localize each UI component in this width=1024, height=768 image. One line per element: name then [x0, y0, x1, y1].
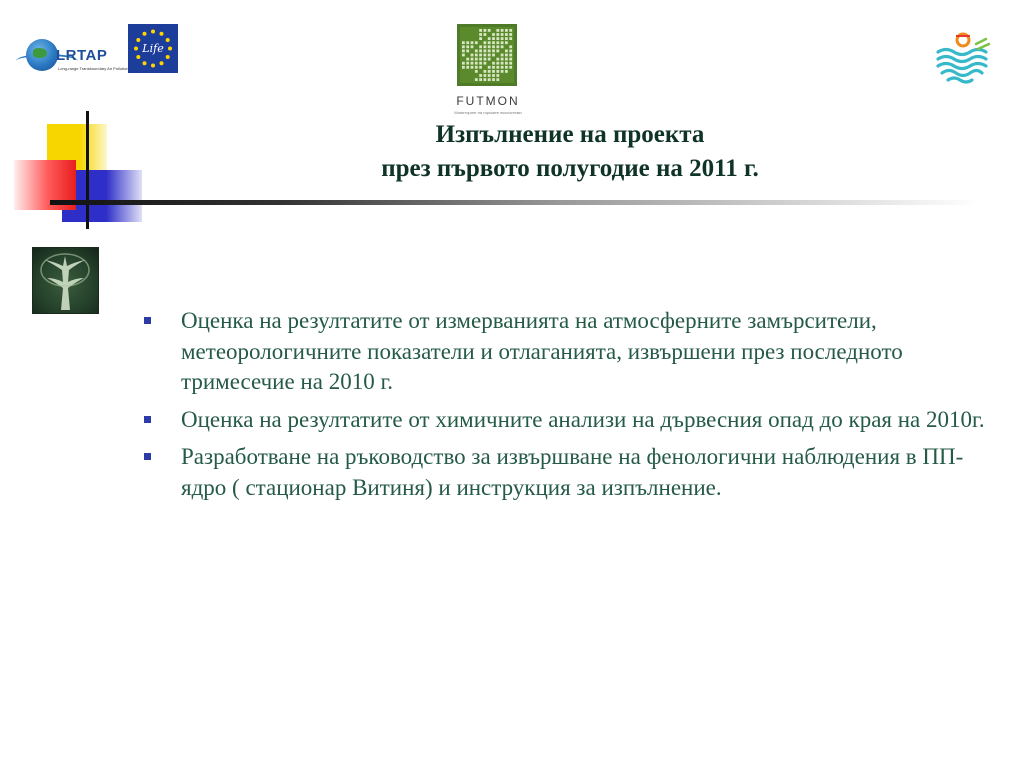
list-item	[144, 442, 1014, 503]
futmon-subtitle: Мониторинг на горските екосистеми	[454, 110, 522, 115]
globe-icon	[26, 39, 58, 71]
lrtap-logo-icon	[16, 36, 129, 76]
sun-waves-logo-icon	[934, 30, 992, 88]
bullet-square-icon	[144, 416, 151, 423]
lrtap-tagline: Long-range Transboundary Air Pollution	[58, 66, 129, 71]
bullet-text: Оценка на резултатите от химичните анализи на дървесния опад до края на 2010г.	[181, 406, 985, 432]
europe-map-icon	[457, 24, 517, 86]
lrtap-wordmark: LRTAP	[56, 47, 108, 64]
eu-life-logo-icon	[128, 24, 178, 73]
bullet-square-icon	[144, 453, 151, 460]
bullet-list	[144, 306, 1014, 510]
bullet-text: Оценка на резултатите от измерванията на атмосферните замърсители, метеорологичните показатели и отлаганията, извършени през последното тримесечие на 2010 г.	[181, 308, 903, 394]
list-item	[144, 405, 1014, 436]
futmon-logo-icon	[446, 24, 530, 118]
bullet-square-icon	[144, 317, 151, 324]
futmon-wordmark: FUTMON	[456, 94, 520, 108]
decorative-vertical-line	[86, 111, 89, 229]
tree-picture-icon	[32, 247, 99, 314]
slide-title	[200, 118, 940, 186]
slide-title-line-2: през първото полугодие на 2011 г.	[381, 155, 759, 182]
eu-stars-icon	[128, 24, 178, 73]
life-wordmark: Life	[142, 42, 164, 55]
slide-title-line-1: Изпълнение на проекта	[435, 121, 705, 148]
title-divider-line	[50, 200, 980, 205]
list-item	[144, 306, 1014, 398]
bullet-text: Разработване на ръководство за извършване на фенологични наблюдения в ПП- ядро ( стационар Витиня) и инструкция за изпълнение.	[181, 444, 964, 500]
